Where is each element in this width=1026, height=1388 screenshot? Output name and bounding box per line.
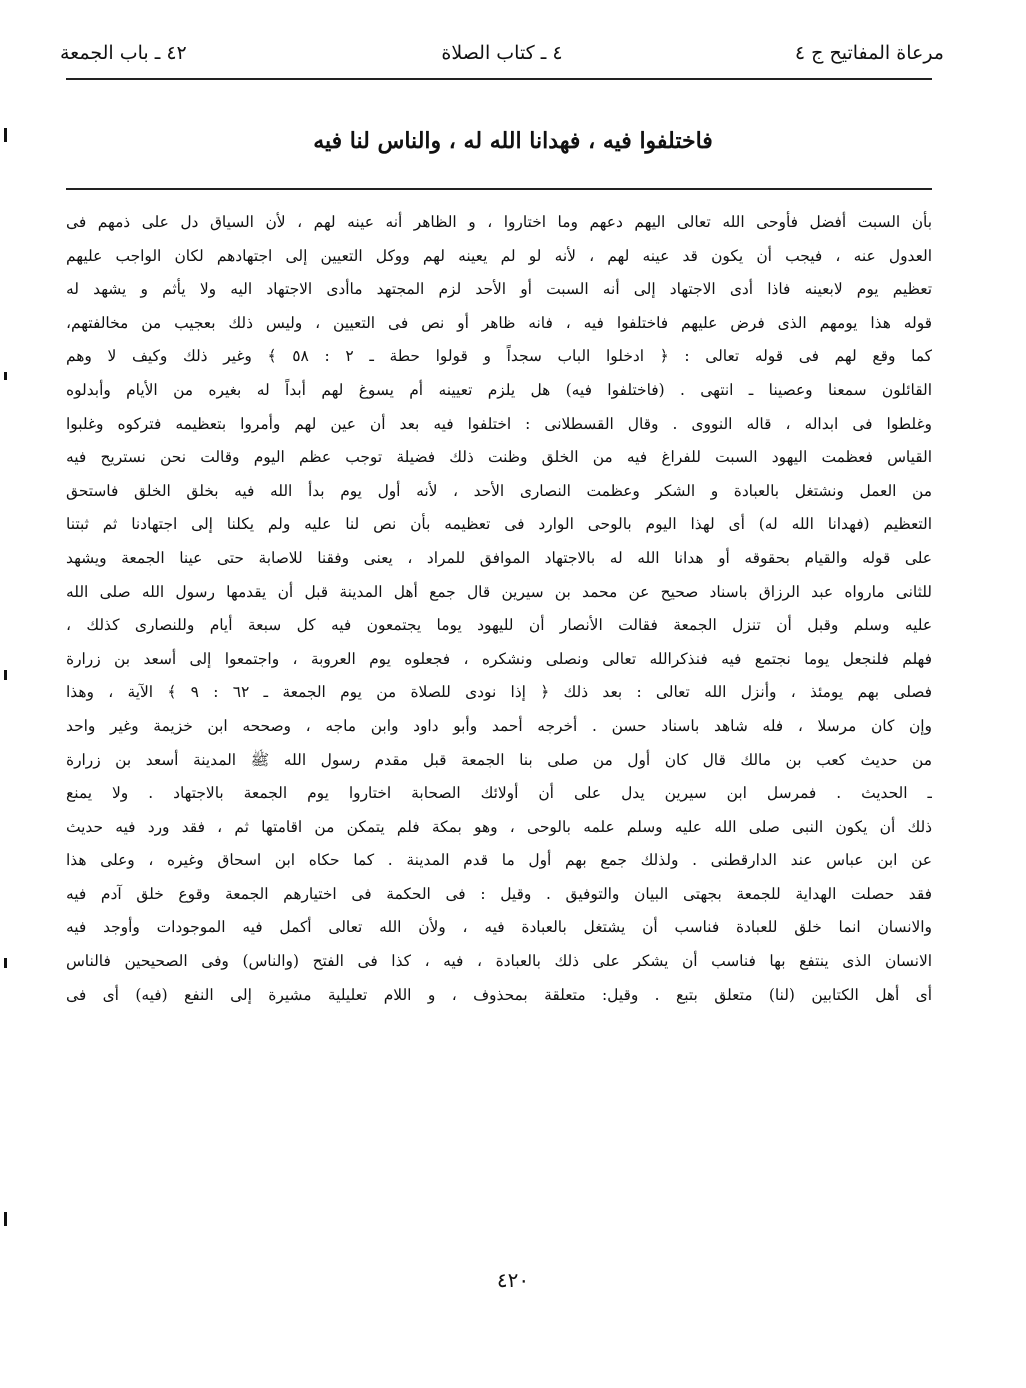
text-line: بأن السبت أفضل فأوحى الله تعالى اليهم دعهم وما اختاروا ، و الظاهر أنه عينه لهم ، لأن السياق دل على ذمهم فى — [66, 213, 932, 231]
text-line: من حديث كعب بن مالك قال كان أول من صلى بنا الجمعة قبل مقدم رسول الله ﷺ المدينة أسعد بن زرارة — [66, 750, 932, 769]
text-line: وغلطوا فى ابداله ، قاله النووى . وقال القسطلانى : اختلفوا فيه بعد أن عين لهم وأمروا بتعظيمه فتركوه وغلبوا — [66, 414, 932, 433]
text-line: فهلم فلنجعل يوما نجتمع فيه فنذكرالله تعالى ونصلى ونشكره ، فجعلوه يوم العروبة ، واجتمعوا إلى أسعد بن زرارة — [66, 649, 932, 668]
heading-rule — [66, 188, 932, 190]
text-line: التعظيم (فهدانا الله له) أى لهذا اليوم بالوحى الوارد فى تعظيمه بأن نص لنا عليه ولم يكلنا إلى اجتهادنا ثم ثبتنا — [66, 515, 932, 534]
text-line: تعظيم يوم لابعينه فاذا أدى الاجتهاد إلى أنه السبت أو الأحد لزم المجتهد ماأدى الاجتهاد اليه ولا يأثم و يشهد له — [66, 280, 932, 299]
text-line: من العمل ونشتغل بالعبادة و الشكر وعظمت النصارى الأحد ، لأنه أول يوم بدأ الله فيه بخلق الخلق فاستحق — [66, 481, 932, 500]
page-number: ٤٢٠ — [496, 1268, 530, 1292]
binding-mark — [4, 1212, 7, 1226]
running-header — [60, 38, 944, 74]
binding-mark — [4, 128, 7, 142]
text-line: والانسان انما خلق للعبادة فناسب أن يشتغل بالعبادة فيه ، ولأن الله تعالى أكمل فيه الموجودات وأوجد فيه — [66, 918, 932, 937]
text-line: للثانى مارواه عبد الرزاق باسناد صحيح عن محمد بن سيرين قال جمع أهل المدينة قبل أن يقدمها رسول الله صلى الله — [66, 582, 932, 601]
header-section: ٤٢ ـ باب الجمعة — [60, 42, 187, 64]
text-line: على قوله والقيام بحقوقه أو هدانا الله له بالاجتهاد الموافق للمراد ، يعنى وفقنا للاصابة حتى عينا الجمعة ويشهد — [66, 548, 932, 567]
header-book-title: مرعاة المفاتيح ج ٤ — [794, 42, 944, 64]
text-line: عليه وسلم وقبل أن تنزل الجمعة فقالت الأنصار أن لليهود يوما يجتمعون فيه كل سبعة أيام وللنصارى كذلك ، — [66, 616, 932, 635]
binding-mark — [4, 670, 7, 680]
text-line: القائلون سمعنا وعصينا ـ انتهى . (فاختلفوا فيه) هل يلزم تعيينه أم يسوغ لهم أبداً له بغيره من الأيام وأبدلوه — [66, 380, 932, 399]
section-heading: فاختلفوا فيه ، فهدانا الله له ، والناس لنا فيه — [313, 128, 713, 154]
commentary-text — [66, 206, 932, 1012]
text-line: أى أهل الكتابين (لنا) متعلق بتبع . وقيل: متعلقة بمحذوف ، و اللام تعليلية مشيرة إلى النفع (فيه) أى فى — [66, 985, 932, 1004]
text-line: عن ابن عباس عند الدارقطنى . ولذلك جمع بهم أول ما قدم المدينة . كما حكاه ابن اسحاق وغيره ، وعلى هذا — [66, 851, 932, 870]
header-rule — [66, 78, 932, 80]
text-line: الانسان الذى ينتفع بها فناسب أن يشكر على ذلك بالعبادة ، فيه ، كذا فى الفتح (والناس) وفى الصحيحين فالناس — [66, 952, 932, 971]
text-line: وإن كان مرسلا ، فله شاهد باسناد حسن . أخرجه أحمد وأبو داود وابن ماجه ، وصححه ابن خزيمة وغير واحد — [66, 716, 932, 735]
text-line: القياس فعظمت اليهود السبت للفراغ فيه من الخلق وظنت ذلك فضيلة توجب عظم اليوم وقالت نحن نستريح فيه — [66, 448, 932, 467]
text-line: العدول عنه ، فيجب أن يكون قد عينه لهم ، لأنه لو لم يعينه لهم ووكل التعيين إلى اجتهادهم لكان الواجب عليهم — [66, 246, 932, 265]
header-chapter: ٤ ـ كتاب الصلاة — [441, 42, 563, 64]
text-line: فصلى بهم يومئذ ، وأنزل الله تعالى : بعد ذلك ﴿ إذا نودى للصلاة من يوم الجمعة ـ ٦٢ : ٩ ﴾ الآية ، وهذا — [66, 683, 932, 702]
text-line: كما وقع لهم فى قوله تعالى : ﴿ ادخلوا الباب سجداً و قولوا حطة ـ ٢ : ٥٨ ﴾ وغير ذلك وكيف لا وهم — [66, 347, 932, 366]
binding-mark — [4, 372, 7, 380]
binding-mark — [4, 958, 7, 968]
text-line: قوله هذا يومهم الذى فرض عليهم فاختلفوا فيه ، فانه ظاهر أو نص فى التعيين ، وليس ذلك بعجيب من مخالفتهم، — [66, 313, 932, 332]
text-line: ذلك أن يكون النبى صلى الله عليه وسلم علمه بالوحى ، وهو بمكة فلم يتمكن من اقامتها ثم ، فقد ورد فيه حديث — [66, 817, 932, 836]
text-line: فقد حصلت الهداية للجمعة بجهتى البيان والتوفيق . وقيل : فى الحكمة فى اختيارهم الجمعة وقوع خلق آدم فيه — [66, 884, 932, 903]
text-line: ـ الحديث . فمرسل ابن سيرين يدل على أن أولائك الصحابة اختاروا يوم الجمعة بالاجتهاد . ولا يمنع — [66, 784, 932, 803]
